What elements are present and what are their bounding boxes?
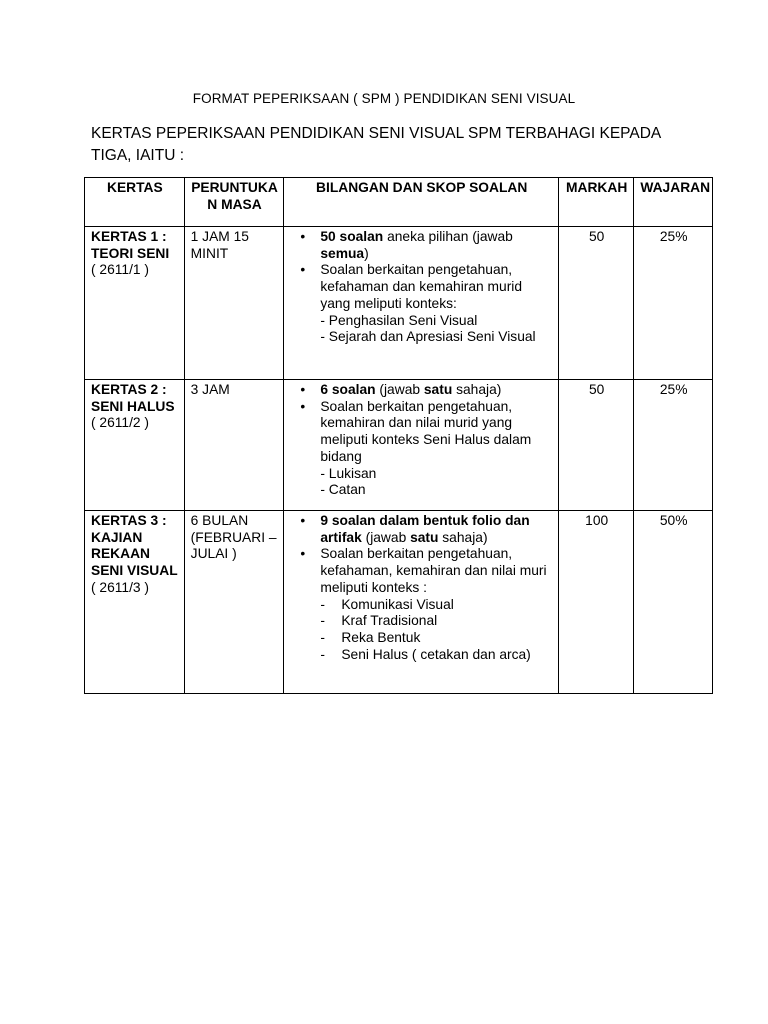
header-peruntukan-masa: PERUNTUKA N MASA [184, 178, 284, 227]
masa-cell: 1 JAM 15 MINIT [184, 227, 284, 380]
kertas-name: KERTAS 3 : KAJIAN REKAAN SENI VISUAL [91, 513, 178, 579]
masa-cell: 3 JAM [184, 380, 284, 511]
kertas-code: ( 2611/3 ) [91, 579, 150, 595]
kertas-name: KERTAS 2 : SENI HALUS [91, 382, 175, 414]
list-item: • Soalan berkaitan pengetahuan, kemahiran dan nilai murid yang meliputi konteks Seni Halus dalam bidang - Lukisan - Catan [320, 399, 553, 499]
markah-cell: 100 [559, 511, 634, 694]
list-item: • Soalan berkaitan pengetahuan, kefahaman dan kemahiran murid yang meliputi konteks: - Penghasilan Seni Visual - Sejarah dan Apresiasi Seni Visual [320, 262, 553, 346]
masa-cell: 6 BULAN (FEBRUARI – JULAI ) [184, 511, 284, 694]
wajaran-cell: 25% [634, 227, 713, 380]
sub-list-item: - Lukisan [320, 465, 377, 481]
skop-cell [284, 227, 559, 380]
list-item: • 50 soalan aneka pilihan (jawab semua) [320, 229, 553, 262]
table-row [85, 511, 713, 694]
kertas-cell [85, 511, 185, 694]
kertas-name: KERTAS 1 : TEORI SENI [91, 229, 170, 261]
markah-cell: 50 [559, 380, 634, 511]
kertas-code: ( 2611/1 ) [91, 262, 150, 278]
list-item: • 9 soalan dalam bentuk folio dan artifak (jawab satu sahaja) [320, 513, 553, 546]
list-item: • 6 soalan (jawab satu sahaja) [320, 382, 553, 399]
list-item: • Soalan berkaitan pengetahuan, kefahaman, kemahiran dan nilai muri meliputi konteks : - Komunikasi Visual - Kraf Tradisional - Reka Bentuk - Seni Halus ( cetakan dan arca) [320, 546, 553, 663]
kertas-cell [85, 380, 185, 511]
sub-list-item: - Penghasilan Seni Visual [320, 312, 478, 328]
exam-format-table [84, 177, 713, 694]
kertas-code: ( 2611/2 ) [91, 415, 150, 431]
table-row [85, 380, 713, 511]
markah-cell: 50 [559, 227, 634, 380]
wajaran-cell: 50% [634, 511, 713, 694]
header-bilangan-skop: BILANGAN DAN SKOP SOALAN [284, 178, 559, 227]
header-kertas: KERTAS [85, 178, 185, 227]
table-row [85, 227, 713, 380]
sub-list-item: - Kraf Tradisional [320, 613, 553, 630]
skop-cell [284, 511, 559, 694]
table-header-row [85, 178, 713, 227]
document-title: FORMAT PEPERIKSAAN ( SPM ) PENDIDIKAN SENI VISUAL [192, 91, 576, 106]
sub-list-item: - Sejarah dan Apresiasi Seni Visual [320, 329, 536, 345]
intro-paragraph: KERTAS PEPERIKSAAN PENDIDIKAN SENI VISUAL SPM TERBAHAGI KEPADA TIGA, IAITU : [91, 125, 661, 164]
skop-cell [284, 380, 559, 511]
kertas-cell [85, 227, 185, 380]
wajaran-cell: 25% [634, 380, 713, 511]
sub-list-item: - Seni Halus ( cetakan dan arca) [320, 647, 553, 664]
sub-list-item: - Reka Bentuk [320, 630, 553, 647]
header-wajaran: WAJARAN [634, 178, 713, 227]
sub-list-item: - Komunikasi Visual [320, 597, 553, 614]
header-markah: MARKAH [559, 178, 634, 227]
sub-list-item: - Catan [320, 482, 366, 498]
